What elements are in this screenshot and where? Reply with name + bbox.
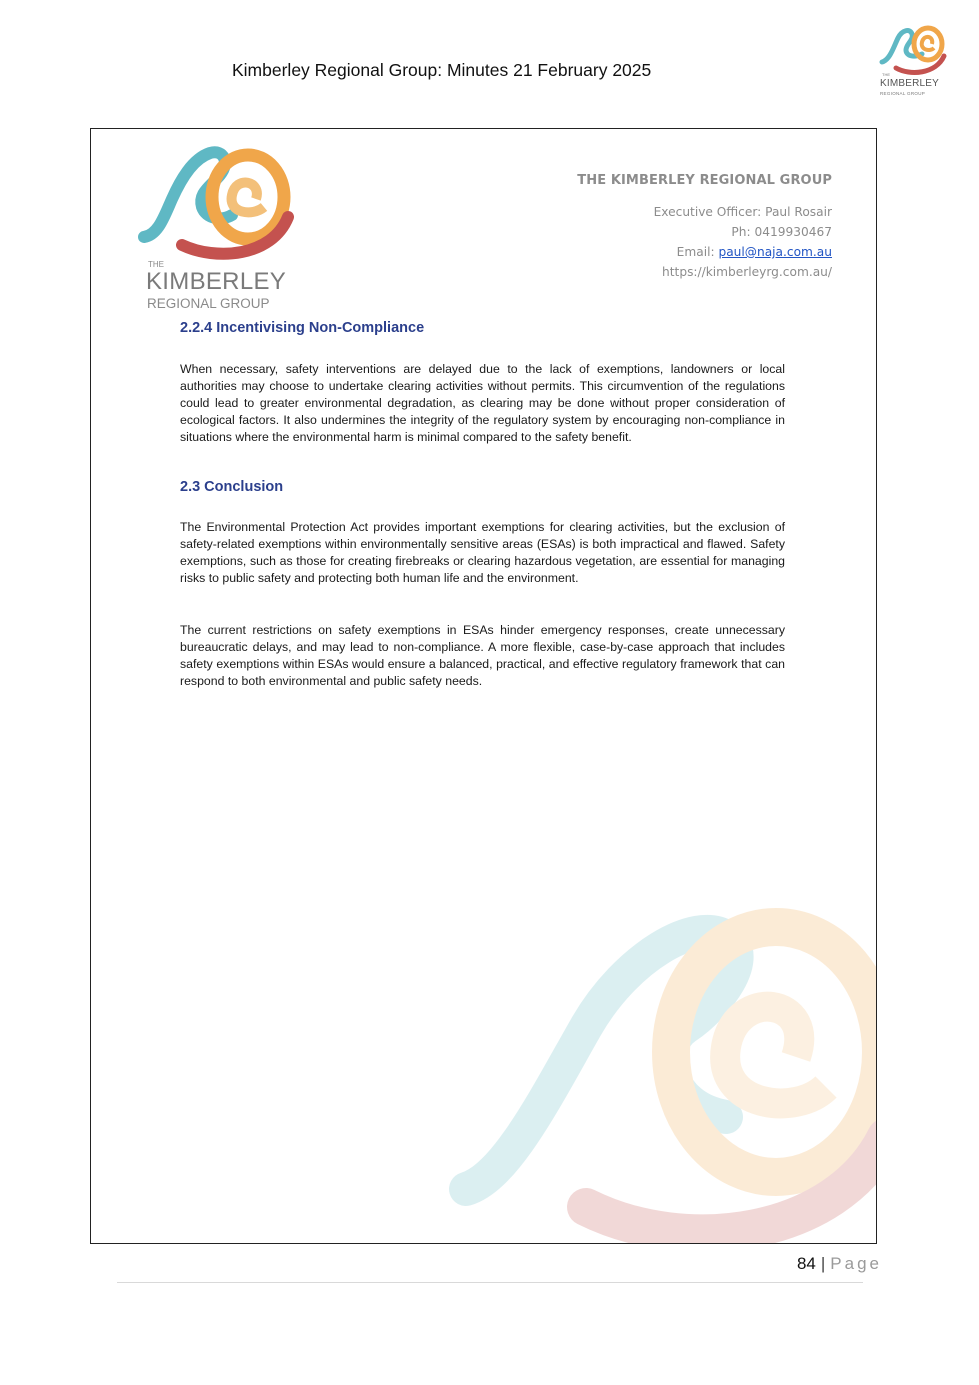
letterhead-logo-sub: REGIONAL GROUP <box>147 296 270 311</box>
paragraph-conclusion-2: The current restrictions on safety exemptions in ESAs hinder emergency responses, create unnecessary bureaucratic delays, and may lead to non-compliance. A more flexible, case-by-case approach that includes safety exemptions within ESAs would ensure a balanced, practical, and effective regulatory framework that can respond to both environmental and public safety needs. <box>180 623 785 688</box>
page-number-footer <box>797 1254 882 1274</box>
contact-block <box>577 173 832 282</box>
paragraph-incentivising: When necessary, safety interventions are delayed due to the lack of exemptions, landowners or local authorities may choose to undertake clearing activities without permits. This circumvention of the regulations could lead to greater environmental degradation, as clearing may be done without proper consideration of ecological factors. It also undermines the integrity of the regulatory system by encouraging non-compliance in situations where the environmental harm is minimal compared to the safety benefit. <box>180 362 785 444</box>
page-separator: | <box>820 1254 826 1273</box>
header-logo-name: KIMBERLEY <box>880 78 940 89</box>
executive-officer: Executive Officer: Paul Rosair <box>653 205 832 219</box>
letterhead-logo <box>136 137 296 311</box>
page-number: 84 <box>796 1254 816 1273</box>
section-heading-conclusion: 2.3 Conclusion <box>180 479 284 495</box>
watermark-logo-icon <box>436 877 877 1244</box>
letterhead-logo-the: THE <box>148 260 164 269</box>
phone-number: Ph: 0419930467 <box>731 225 832 239</box>
website-url: https://kimberleyrg.com.au/ <box>662 265 832 279</box>
letter-frame <box>90 128 877 1244</box>
page-word: Page <box>830 1254 882 1273</box>
header-logo-sub: REGIONAL GROUP <box>880 91 926 96</box>
letterhead-logo-icon <box>136 137 296 262</box>
kimberley-logo-icon <box>876 20 950 78</box>
email-label: Email: <box>676 245 719 259</box>
email-line <box>577 242 832 262</box>
section-heading-incentivising: 2.2.4 Incentivising Non-Compliance <box>180 320 425 336</box>
header-logo-the: THE <box>882 72 890 77</box>
org-name: THE KIMBERLEY REGIONAL GROUP <box>577 173 832 188</box>
page-header-title: Kimberley Regional Group: Minutes 21 February 2025 <box>232 60 652 80</box>
footer-divider <box>117 1282 863 1283</box>
paragraph-conclusion-1: The Environmental Protection Act provides important exemptions for clearing activities, but the exclusion of safety-related exemptions within environmentally sensitive areas (ESAs) is both impractical and flawed. Safety exemptions, such as those for creating firebreaks or clearing hazardous vegetation, are essential for managing risks to public safety and protecting both human life and the environment. <box>180 520 785 585</box>
email-link[interactable]: paul@naja.com.au <box>718 245 832 259</box>
header-logo <box>876 20 950 100</box>
letterhead-logo-name: KIMBERLEY <box>146 268 287 295</box>
